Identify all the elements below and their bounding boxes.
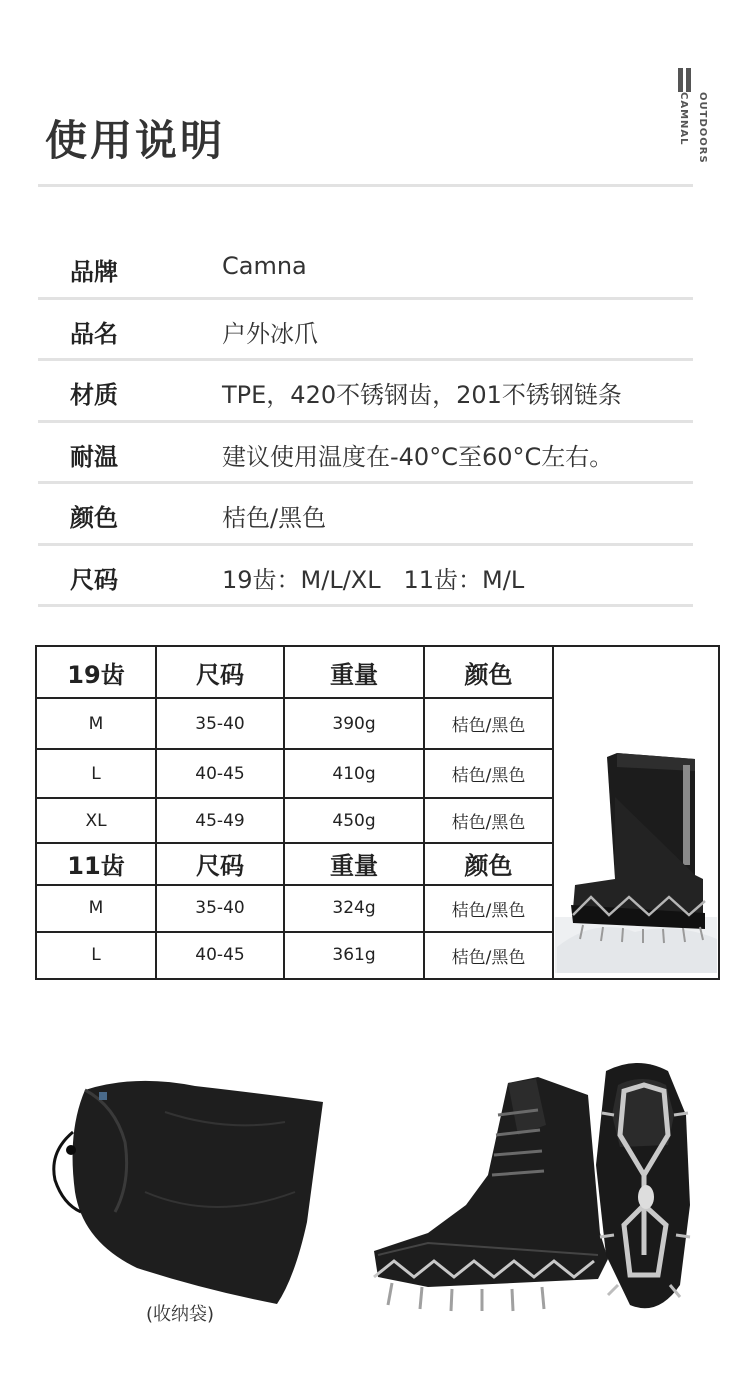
spec-label: 品牌: [70, 258, 118, 286]
page-title: 使用说明: [45, 116, 226, 165]
table-cell: 45-49: [156, 798, 284, 842]
spec-value: Camna: [222, 252, 307, 280]
storage-bag-image: [45, 1072, 330, 1312]
spec-value: 户外冰爪: [222, 319, 318, 348]
table-cell: L: [36, 749, 156, 798]
spec-label: 材质: [70, 381, 118, 409]
spec-row-size: [38, 546, 693, 608]
table-cell: 410g: [284, 749, 424, 798]
boot-photo-cell: [553, 646, 719, 979]
spec-value: 19齿：M/L/XL 11齿：M/L: [222, 565, 525, 594]
spec-row-color: [38, 484, 693, 546]
spec-row-temperature: [38, 423, 693, 485]
spec-label: 耐温: [70, 442, 118, 471]
spec-label: 颜色: [70, 504, 118, 532]
table-cell: 桔色/黑色: [424, 798, 553, 842]
table-header-cell: 11齿: [36, 843, 156, 885]
table-cell: 40-45: [156, 749, 284, 798]
boots-with-crampons-image: [368, 1055, 698, 1330]
title-divider: [38, 184, 693, 187]
spec-row-material: [38, 361, 693, 423]
brand-logo: [676, 68, 716, 168]
boot-crampon-image: [555, 647, 717, 973]
table-cell: 桔色/黑色: [424, 749, 553, 798]
table-cell: 桔色/黑色: [424, 932, 553, 979]
spec-value: 桔色/黑色: [222, 504, 327, 532]
brand-line-2: CAMNAL: [678, 92, 689, 146]
table-cell: 35-40: [156, 885, 284, 931]
table-header-cell: 颜色: [424, 646, 553, 698]
spec-label: 尺码: [70, 565, 118, 594]
table-cell: M: [36, 698, 156, 748]
table-cell: 桔色/黑色: [424, 698, 553, 748]
table-header-cell: 尺码: [156, 646, 284, 698]
table-cell: 450g: [284, 798, 424, 842]
spec-row-product-name: [38, 300, 693, 362]
table-header-cell: 尺码: [156, 843, 284, 885]
spec-list: [38, 238, 693, 607]
table-cell: 35-40: [156, 698, 284, 748]
table-header-cell: 重量: [284, 646, 424, 698]
table-cell: 324g: [284, 885, 424, 931]
bag-caption: (收纳袋): [146, 1304, 215, 1325]
table-header-cell: 19齿: [36, 646, 156, 698]
spec-label: 品名: [70, 319, 118, 348]
table-cell: 390g: [284, 698, 424, 748]
brand-line-1: OUTDOORS: [697, 92, 708, 164]
spec-value: 建议使用温度在-40°C至60°C左右。: [222, 442, 614, 471]
table-cell: XL: [36, 798, 156, 842]
spec-row-brand: [38, 238, 693, 300]
table-cell: 361g: [284, 932, 424, 979]
table-cell: M: [36, 885, 156, 931]
table-header-cell: 颜色: [424, 843, 553, 885]
table-cell: L: [36, 932, 156, 979]
table-cell: 40-45: [156, 932, 284, 979]
table-cell: 桔色/黑色: [424, 885, 553, 931]
table-header-cell: 重量: [284, 843, 424, 885]
spec-value: TPE，420不锈钢齿，201不锈钢链条: [222, 381, 622, 409]
table-header-row: [36, 646, 719, 698]
size-chart-table: [35, 645, 720, 980]
